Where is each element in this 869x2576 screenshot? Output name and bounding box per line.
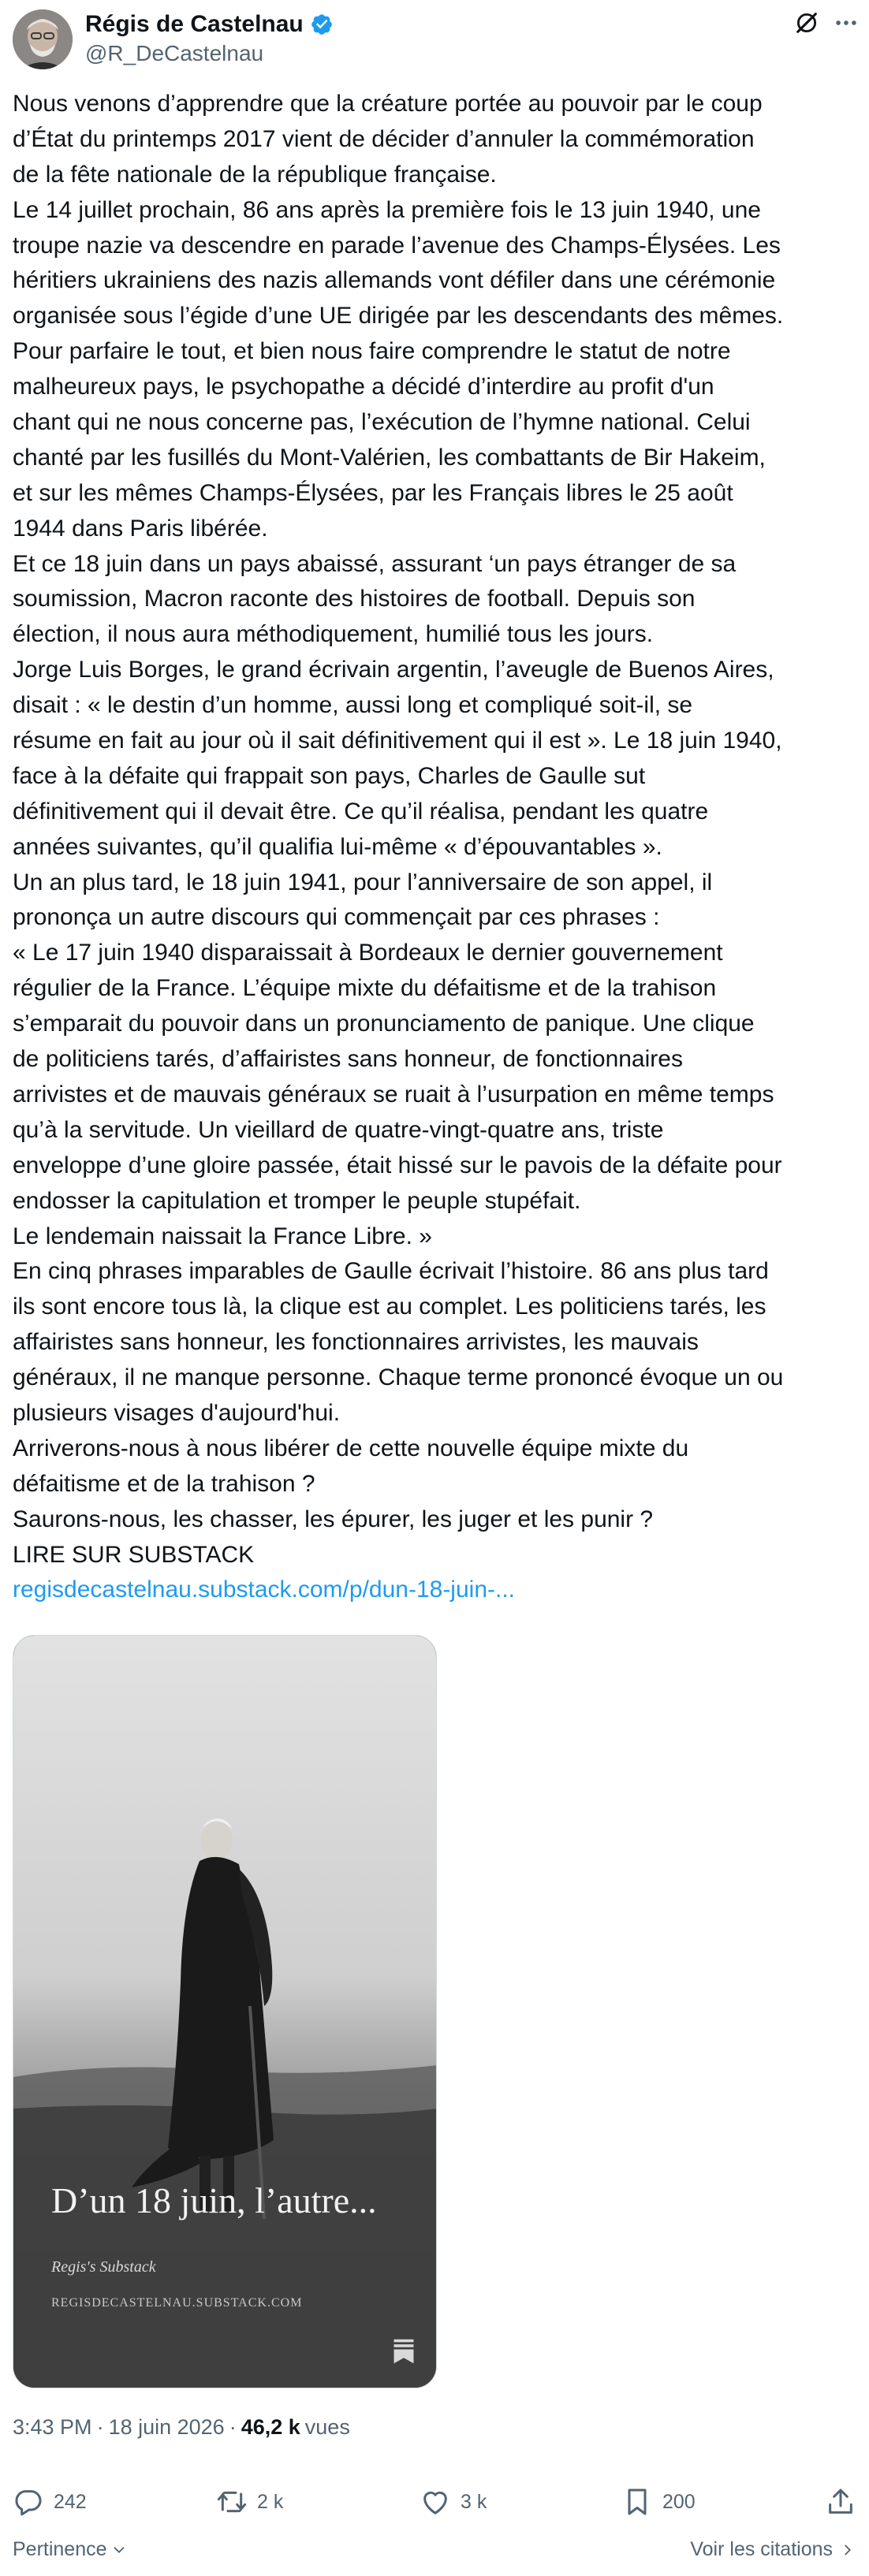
author-display-name[interactable]: Régis de Castelnau (85, 11, 304, 37)
bookmark-count: 200 (662, 2490, 696, 2513)
avatar[interactable] (13, 9, 73, 69)
tweet-line: régulier de la France. L’équipe mixte du défaitisme et de la trahison (13, 975, 717, 1002)
tweet-line: Le 14 juillet prochain, 86 ans après la première fois le 13 juin 1940, une (13, 196, 761, 223)
author-handle[interactable]: @R_DeCastelnau (85, 41, 264, 65)
tweet-line: plusieurs visages d'aujourd'hui. (13, 1399, 341, 1426)
tweet-line: soumission, Macron raconte des histoires de football. Depuis son (13, 586, 696, 612)
verified-badge-icon (310, 13, 334, 36)
tweet-line: endosser la capitulation et tromper le peuple stupéfait. (13, 1187, 581, 1214)
sort-dropdown[interactable] (13, 2538, 128, 2561)
quotes-label: Voir les citations (690, 2538, 833, 2560)
avatar-image (13, 9, 73, 69)
chevron-down-icon (110, 2541, 128, 2559)
share-button[interactable] (825, 2483, 856, 2521)
link-preview-card[interactable] (13, 1635, 437, 2388)
views-label: vues (304, 2415, 350, 2439)
tweet-line: disait : « le destin d’un homme, aussi long et compliqué soit-il, se (13, 692, 693, 719)
sort-label: Pertinence (13, 2538, 107, 2560)
chevron-right-icon (839, 2541, 856, 2559)
tweet-header (0, 0, 869, 79)
tweet-line: Le lendemain naissait la France Libre. » (13, 1223, 432, 1249)
tweet-line: de la fête nationale de la république française. (13, 161, 497, 188)
heart-icon (420, 2486, 451, 2518)
author-name-row (85, 11, 334, 38)
tweet-line: face à la défaite qui frappait son pays, Charles de Gaulle sut (13, 762, 646, 789)
tweet-meta (13, 2415, 350, 2440)
card-domain: REGISDECASTELNAU.SUBSTACK.COM (51, 2296, 303, 2310)
bookmark-button[interactable] (621, 2483, 696, 2521)
like-count: 3 k (461, 2490, 487, 2513)
tweet-line: ils sont encore tous là, la clique est au complet. Les politiciens tarés, les (13, 1294, 766, 1320)
tweet-line: de politiciens tarés, d’affairistes sans honneur, de fonctionnaires (13, 1046, 683, 1073)
tweet-line: arrivistes et de mauvais généraux se ruait à l’usurpation en même temps (13, 1081, 774, 1107)
tweet-line: organisée sous l’égide d’une UE dirigée par les descendants des mêmes. (13, 303, 784, 329)
tweet-line: définitivement qui il devait être. Ce qu’il réalisa, pendant les quatre (13, 798, 709, 825)
view-quotes-link[interactable] (690, 2538, 856, 2561)
tweet-line: affairistes sans honneur, les fonctionnaires arrivistes, les mauvais (13, 1329, 699, 1356)
substack-link[interactable]: regisdecastelnau.substack.com/p/dun-18-juin-... (13, 1576, 516, 1603)
card-subtitle: Regis's Substack (51, 2258, 156, 2276)
repost-button[interactable] (216, 2483, 283, 2521)
tweet-line: années suivantes, qu’il qualifia lui-même « d’épouvantables ». (13, 833, 662, 860)
bookmark-icon (621, 2486, 653, 2518)
tweet-line: LIRE SUR SUBSTACK (13, 1541, 255, 1568)
card-title: D’un 18 juin, l’autre... (51, 2180, 377, 2220)
repost-icon (216, 2486, 248, 2518)
tweet-line: Et ce 18 juin dans un pays abaissé, assurant ‘un pays étranger de sa (13, 550, 737, 577)
meta-separator: · (229, 2415, 237, 2439)
tweet-line: s’emparait du pouvoir dans un pronunciamento de panique. Une clique (13, 1011, 755, 1037)
meta-separator: · (96, 2415, 104, 2439)
tweet-date[interactable]: 18 juin 2026 (108, 2415, 225, 2439)
more-icon[interactable] (833, 9, 860, 36)
tweet-line: enveloppe d’une gloire passée, était hissé sur le pavois de la défaite pour (13, 1152, 782, 1178)
tweet-line: malheureux pays, le psychopathe a décidé d’interdire au profit d'un (13, 374, 714, 400)
tweet-line: et sur les mêmes Champs-Élysées, par les Français libres le 25 août (13, 479, 733, 506)
tweet-line: Un an plus tard, le 18 juin 1941, pour l’anniversaire de son appel, il (13, 869, 713, 895)
tweet-line: généraux, il ne manque personne. Chaque terme prononcé évoque un ou (13, 1364, 784, 1391)
tweet-line: prononça un autre discours qui commençait par ces phrases : (13, 904, 660, 931)
tweet-line: 1944 dans Paris libérée. (13, 515, 268, 542)
tweet-text (13, 87, 860, 1608)
tweet-line: troupe nazie va descendre en parade l’avenue des Champs-Élysées. Les (13, 232, 781, 259)
tweet-time[interactable]: 3:43 PM (13, 2415, 92, 2439)
tweet-line: Saurons-nous, les chasser, les épurer, les juger et les punir ? (13, 1506, 654, 1532)
tweet-line: résume en fait au jour où il sait définitivement qui il est ». Le 18 juin 1940, (13, 728, 782, 754)
tweet-line: Jorge Luis Borges, le grand écrivain argentin, l’aveugle de Buenos Aires, (13, 657, 774, 683)
reply-count: 242 (54, 2490, 87, 2513)
tweet-line: chanté par les fusillés du Mont-Valérien, les combattants de Bir Hakeim, (13, 444, 766, 471)
tweet-line: d’État du printemps 2017 vient de décider d’annuler la commémoration (13, 125, 755, 152)
tweet-line: défaitisme et de la trahison ? (13, 1470, 315, 1497)
substack-logo-icon (390, 2337, 417, 2366)
repost-count: 2 k (257, 2490, 284, 2513)
share-icon (825, 2486, 856, 2518)
tweet-line: Pour parfaire le tout, et bien nous faire comprendre le statut de notre (13, 338, 731, 365)
tweet-line: qu’à la servitude. Un vieillard de quatre-vingt-quatre ans, triste (13, 1116, 664, 1143)
reply-icon (13, 2486, 44, 2518)
tweet-line: héritiers ukrainiens des nazis allemands vont défiler dans une cérémonie (13, 267, 776, 294)
action-bar (0, 2483, 869, 2521)
reply-button[interactable] (13, 2483, 87, 2521)
views-count: 46,2 k (241, 2415, 300, 2439)
like-button[interactable] (420, 2483, 487, 2521)
grok-icon[interactable] (793, 9, 820, 36)
tweet-line: élection, il nous aura méthodiquement, humilié tous les jours. (13, 621, 654, 648)
tweet-line: En cinq phrases imparables de Gaulle écrivait l’histoire. 86 ans plus tard (13, 1258, 769, 1285)
tweet-line: Arriverons-nous à nous libérer de cette nouvelle équipe mixte du (13, 1435, 689, 1461)
tweet-line: « Le 17 juin 1940 disparaissait à Bordeaux le dernier gouvernement (13, 940, 723, 966)
tweet-line: Nous venons d’apprendre que la créature portée au pouvoir par le coup (13, 91, 763, 117)
tweet-line: chant qui ne nous concerne pas, l’exécution de l’hymne national. Celui (13, 409, 751, 436)
